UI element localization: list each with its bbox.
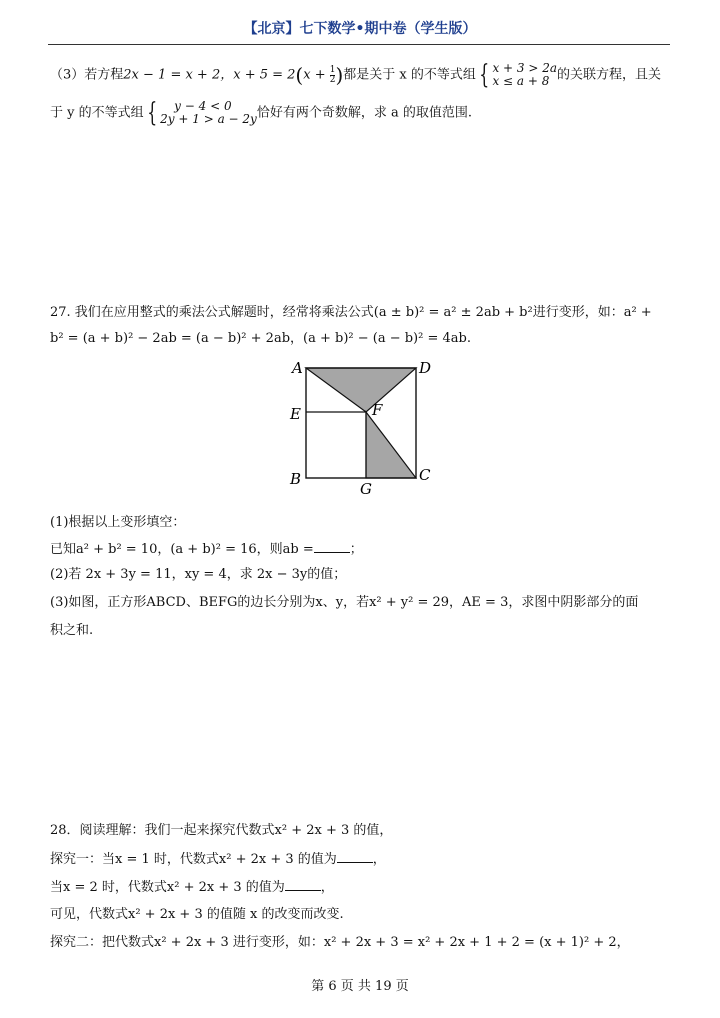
label-d: D	[419, 360, 432, 377]
brace-icon: {	[479, 60, 490, 90]
q28-observation: 可见，代数式x² + 2x + 3 的值随 x 的改变而改变.	[50, 907, 344, 922]
left-paren: (	[295, 63, 304, 87]
shaded-triangle-fgc	[366, 412, 416, 478]
right-paren: )	[335, 63, 344, 87]
q26-text: 恰好有两个奇数解，求 a 的取值范围.	[256, 105, 472, 121]
q27-part2: (2)若 2x + 3y = 11，xy = 4，求 2x − 3y的值；	[50, 567, 347, 582]
label-c: C	[419, 466, 431, 484]
q26-part3-line2	[50, 100, 472, 126]
answer-blank[interactable]	[314, 540, 350, 553]
answer-blank[interactable]	[337, 850, 373, 863]
square-befg	[306, 412, 366, 478]
q27-part1-body: 已知a² + b² = 10，(a + b)² = 16，则ab = ；	[50, 542, 363, 557]
geometry-diagram	[282, 360, 442, 500]
page-header-title: 【北京】七下数学•期中卷（学生版）	[243, 21, 477, 37]
q26-part3-line1	[50, 62, 661, 88]
q26-equations: 2x − 1 = x + 2，x + 5 = 2	[123, 67, 296, 83]
brace-icon: {	[146, 98, 157, 128]
q27-intro-line1: 27. 我们在应用整式的乘法公式解题时，经常将乘法公式(a ± b)² = a² ± 2ab + b²进行变形，如：a² +	[50, 305, 652, 320]
q26-text: 都是关于 x 的不等式组	[343, 67, 476, 83]
inequality-system-1: { x + 3 > 2a x ≤ a + 8	[479, 60, 557, 90]
q26-text: 于 y 的不等式组	[50, 105, 144, 121]
q27-intro-line2: b² = (a + b)² − 2ab = (a − b)² + 2ab，(a + b)² − (a − b)² = 4ab.	[50, 331, 471, 346]
q28-explore1: 探究一：当x = 1 时，代数式x² + 2x + 3 的值为 ，	[50, 852, 386, 867]
fraction: $\frac{1}{2}$	[329, 64, 336, 85]
q27-part3-line2: 积之和.	[50, 623, 94, 638]
q28-explore1-x2: 当x = 2 时，代数式x² + 2x + 3 的值为 ，	[50, 880, 334, 895]
label-g: G	[360, 480, 372, 498]
q27-part1-heading: (1)根据以上变形填空：	[50, 515, 186, 530]
label-b: B	[290, 470, 302, 488]
shaded-triangle-adf	[306, 368, 416, 412]
label-a: A	[292, 360, 303, 377]
answer-blank[interactable]	[285, 878, 321, 891]
header-divider	[48, 44, 670, 45]
q28-intro: 28．阅读理解：我们一起来探究代数式x² + 2x + 3 的值，	[50, 823, 393, 838]
inequality-system-2: { y − 4 < 0 2y + 1 > a − 2y	[146, 98, 257, 128]
page-number: 第 6 页 共 19 页	[311, 979, 409, 994]
q27-part3-line1: (3)如图，正方形ABCD、BEFG的边长分别为x、y，若x² + y² = 29，AE = 3，求图中阴影部分的面	[50, 595, 639, 610]
q28-explore2: 探究二：把代数式x² + 2x + 3 进行变形，如：x² + 2x + 3 = x² + 2x + 1 + 2 = (x + 1)² + 2，	[50, 935, 630, 950]
q26-frac-x: x +	[303, 67, 330, 83]
label-e: E	[290, 405, 301, 423]
label-f: F	[372, 401, 383, 419]
square-figure	[282, 360, 442, 500]
q26-text: （3）若方程	[50, 67, 124, 83]
q26-text: 的关联方程，且关	[557, 67, 662, 83]
